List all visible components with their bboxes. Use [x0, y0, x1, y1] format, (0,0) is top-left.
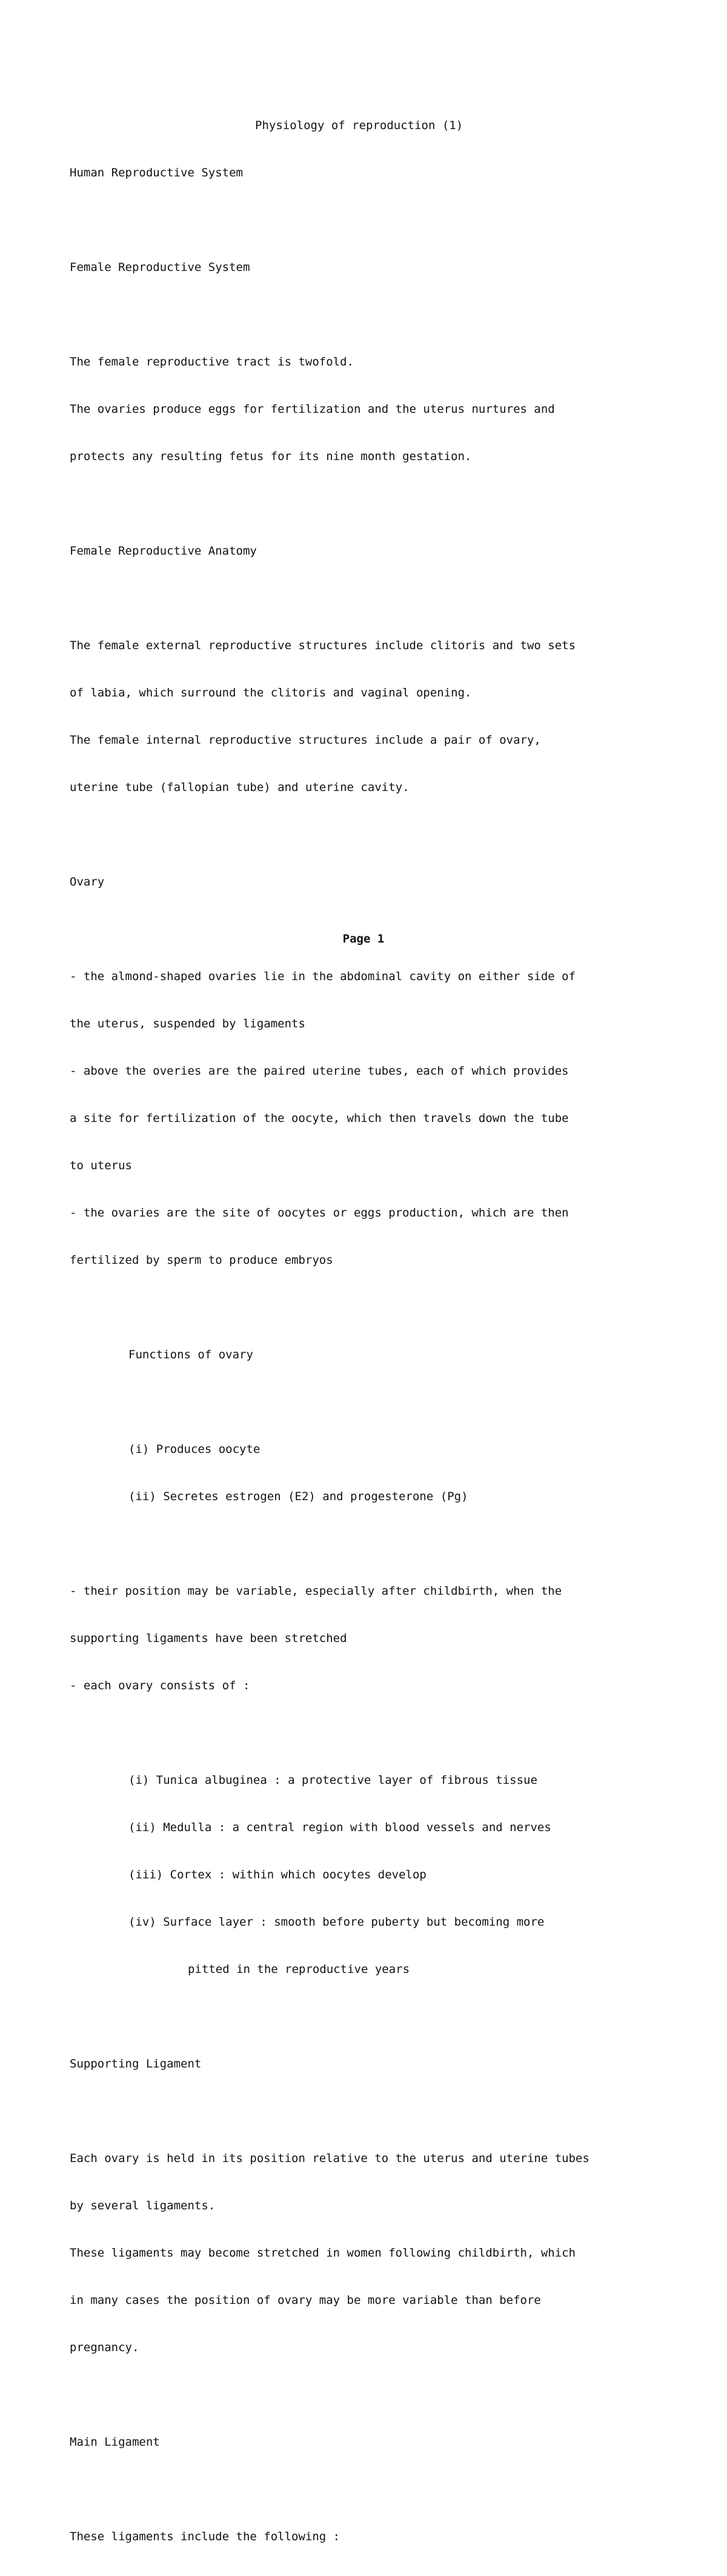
blank-line — [70, 2103, 676, 2119]
text-line: supporting ligaments have been stretched — [70, 1632, 347, 1645]
list-item: (i) Tunica albuginea : a protective layer of fibrous tissue — [128, 1774, 537, 1787]
text-line: The female internal reproductive structures include a pair of ovary, — [70, 733, 541, 747]
section-heading: Main Ligament — [70, 2435, 160, 2449]
page-number-footer: Page 1 — [342, 932, 385, 946]
text-line: uterine tube (fallopian tube) and uterine cavity. — [70, 781, 410, 794]
document-title: Physiology of reproduction (1) — [255, 119, 463, 132]
text-line: of labia, which surround the clitoris and vaginal opening. — [70, 686, 472, 699]
blank-line — [70, 1536, 676, 1552]
text-line: in many cases the position of ovary may be more variable than before — [70, 2294, 541, 2307]
section-heading: Ovary — [70, 875, 105, 889]
blank-line — [70, 1725, 676, 1741]
text-line: by several ligaments. — [70, 2199, 216, 2212]
text-line: a site for fertilization of the oocyte, which then travels down the tube — [70, 1112, 569, 1125]
text-line: The ovaries produce eggs for fertilization and the uterus nurtures and — [70, 402, 555, 416]
blank-line — [70, 307, 676, 322]
text-line: - the almond-shaped ovaries lie in the abdominal cavity on either side of — [70, 970, 576, 983]
blank-line — [70, 2009, 676, 2024]
blank-line — [70, 590, 676, 606]
list-item-continuation: pitted in the reproductive years — [188, 1963, 410, 1976]
blank-line — [70, 2387, 676, 2403]
text-line: protects any resulting fetus for its nine month gestation. — [70, 450, 472, 463]
blank-line — [70, 827, 676, 843]
text-line: Human Reproductive System — [70, 166, 243, 179]
text-line: Each ovary is held in its position relative to the uterus and uterine tubes — [70, 2152, 589, 2165]
blank-line — [70, 496, 676, 512]
text-line: The female external reproductive structures include clitoris and two sets — [70, 639, 576, 652]
text-line: - each ovary consists of : — [70, 1679, 250, 1692]
text-line: The female reproductive tract is twofold. — [70, 355, 354, 369]
section-heading: Female Reproductive System — [70, 261, 250, 274]
text-line: - the ovaries are the site of oocytes or eggs production, which are then — [70, 1206, 569, 1220]
text-line: - above the overies are the paired uterine tubes, each of which provides — [70, 1064, 569, 1078]
document-body — [70, 86, 676, 2576]
blank-line — [70, 2481, 676, 2497]
text-line: - their position may be variable, especially after childbirth, when the — [70, 1584, 562, 1598]
text-line: These ligaments may become stretched in women following childbirth, which — [70, 2246, 576, 2260]
text-line: the uterus, suspended by ligaments — [70, 1017, 305, 1030]
list-item: (iii) Cortex : within which oocytes develop — [128, 1868, 427, 1881]
list-item: (ii) Secretes estrogen (E2) and progesterone (Pg) — [128, 1490, 468, 1503]
section-heading: Female Reproductive Anatomy — [70, 544, 257, 558]
list-item: (i) Produces oocyte — [128, 1443, 261, 1456]
list-item: (ii) Medulla : a central region with blood vessels and nerves — [128, 1821, 551, 1834]
text-line: These ligaments include the following : — [70, 2530, 340, 2543]
text-line: to uterus — [70, 1159, 132, 1172]
section-heading: Supporting Ligament — [70, 2057, 202, 2070]
subsection-heading: Functions of ovary — [128, 1348, 253, 1361]
list-item: (iv) Surface layer : smooth before puberty but becoming more — [128, 1915, 545, 1929]
text-line: pregnancy. — [70, 2341, 139, 2354]
blank-line — [70, 1394, 676, 1410]
blank-line — [70, 212, 676, 228]
text-line: fertilized by sperm to produce embryos — [70, 1253, 333, 1267]
blank-line — [70, 1300, 676, 1315]
